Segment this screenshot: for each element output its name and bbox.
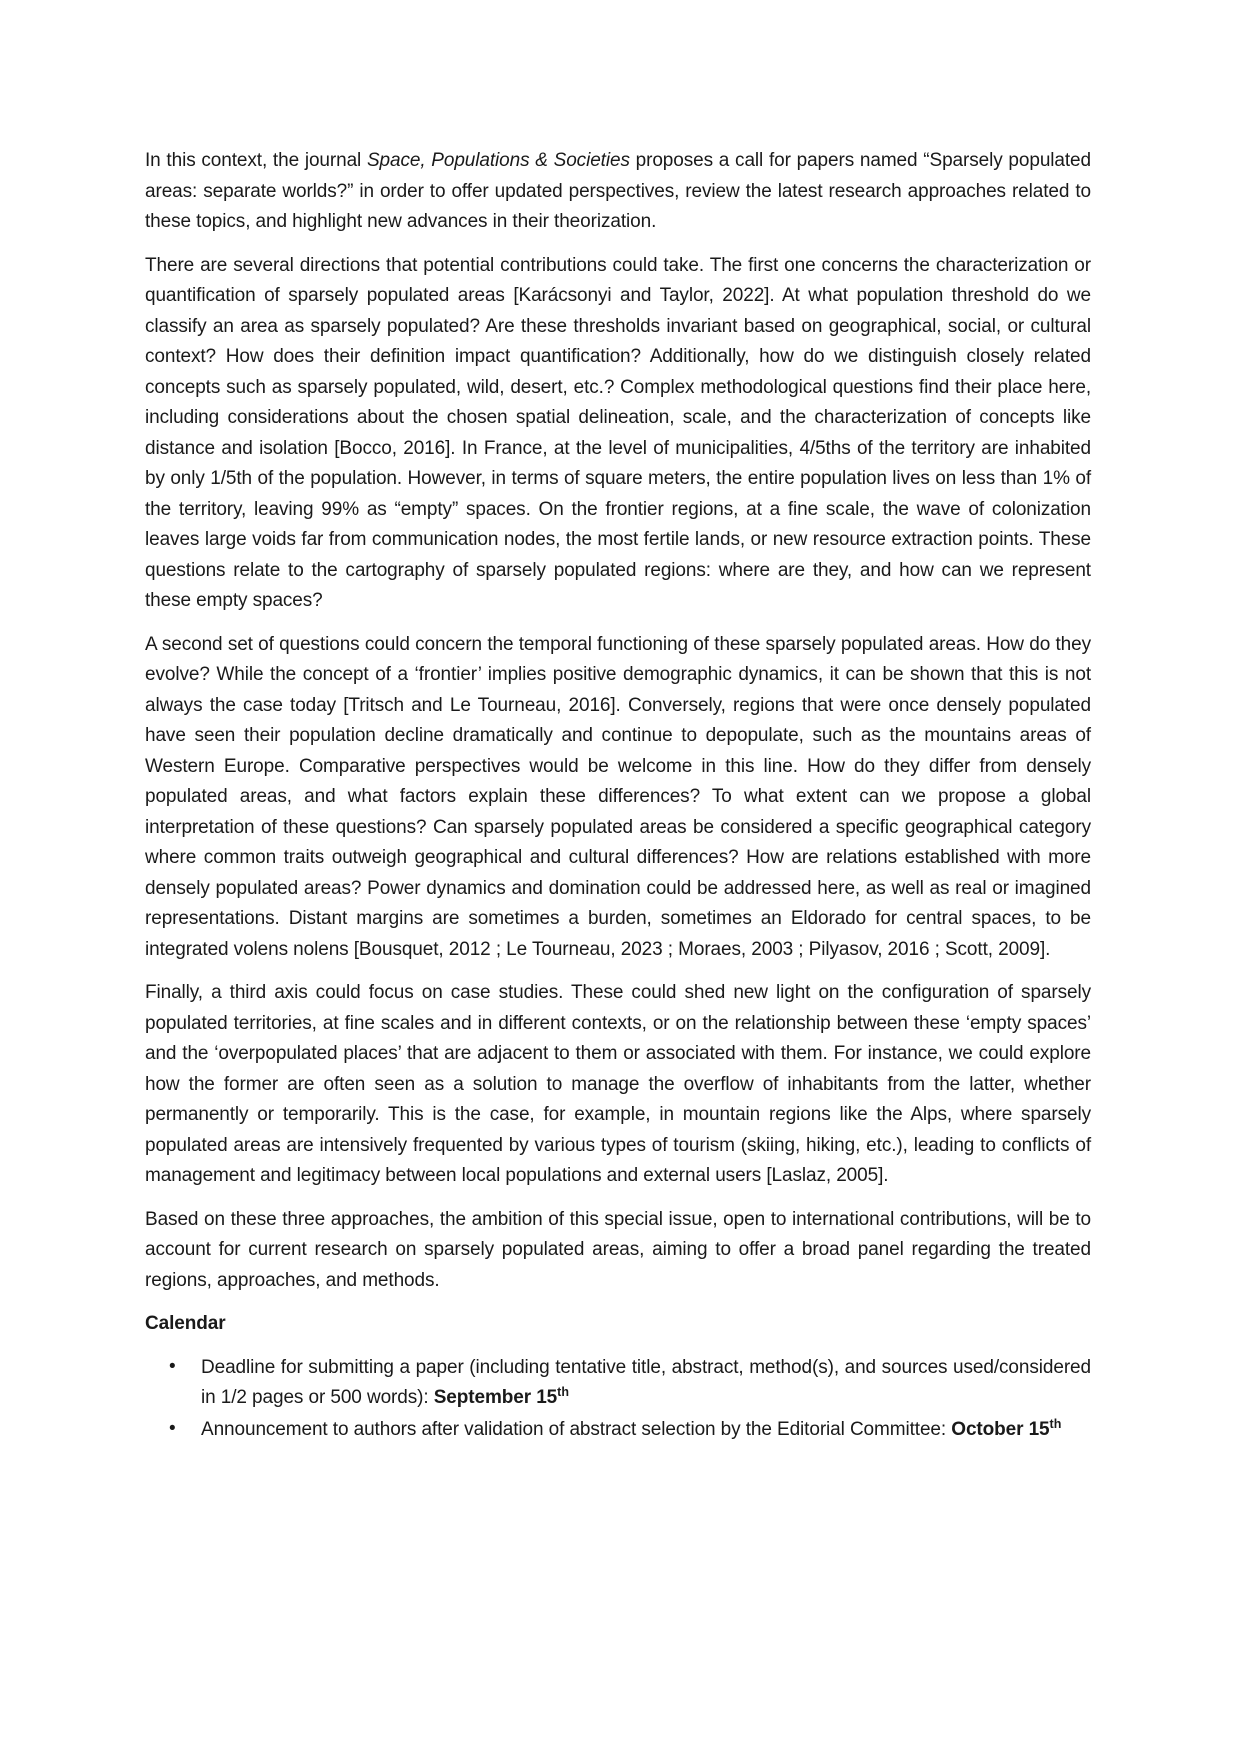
bullet-icon: • [169,1355,176,1377]
paragraph-case-studies: Finally, a third axis could focus on case studies. These could shed new light on the configuration of sparsely populated territories, at fine scales and in different contexts, or on the relationship between these ‘empty spaces’ and the ‘overpopulated places’ that are adjacent to them or associated with them. For instance, we could explore how the former are often seen as a solution to manage the overflow of inhabitants from the latter, whether permanently or temporarily. This is the case, for example, in mountain regions like the Alps, where sparsely populated areas are intensively frequented by various types of tourism (skiing, hiking, etc.), leading to conflicts of management and legitimacy between local populations and external users [Laslaz, 2005]. [145,982,1091,1186]
calendar-list [145,1353,1091,1447]
intro-text-after-journal: proposes a call for papers named “Sparsely populated areas: separate worlds?” in order to offer updated perspectives, review the latest research approaches related to these topics, and highlight new advances in their theorization. [145,150,1091,232]
paragraph-directions: There are several directions that potential contributions could take. The first one concerns the characterization or quantification of sparsely populated areas [Karácsonyi and Taylor, 2022]. At what population threshold do we classify an area as sparsely populated? Are these thresholds invariant based on geographical, social, or cultural context? How does their definition impact quantification? Additionally, how do we distinguish closely related concepts such as sparsely populated, wild, desert, etc.? Complex methodological questions find their place here, including considerations about the chosen spatial delineation, scale, and the characterization of concepts like distance and isolation [Bocco, 2016]. In France, at the level of municipalities, 4/5ths of the territory are inhabited by only 1/5th of the population. However, in terms of square meters, the entire population lives on less than 1% of the territory, leaving 99% as “empty” spaces. On the frontier regions, at a fine scale, the wave of colonization leaves large voids far from communication nodes, the most fertile lands, or new resource extraction points. These questions relate to the cartography of sparsely populated regions: where are they, and how can we represent these empty spaces? [145,254,1091,611]
announcement-date-ordinal: th [1049,1416,1062,1431]
deadline-date-ordinal: th [557,1385,569,1399]
intro-text-before-journal: In this context, the journal [145,150,367,171]
paragraph-intro [145,146,1091,238]
paragraph-ambition: Based on these three approaches, the ambition of this special issue, open to international contributions, will be to account for current research on sparsely populated areas, aiming to offer a broad panel regarding the treated regions, approaches, and methods. [145,1208,1091,1291]
announcement-date: October 15 [951,1418,1050,1440]
bullet-icon: • [169,1417,176,1439]
paragraph-temporal-functioning: A second set of questions could concern the temporal functioning of these sparsely populated areas. How do they evolve? While the concept of a ‘frontier’ implies positive demographic dynamics, it can be shown that this is not always the case today [Tritsch and Le Tourneau, 2016]. Conversely, regions that were once densely populated have seen their population decline dramatically and continue to depopulate, such as the mountains areas of Western Europe. Comparative perspectives would be welcome in this line. How do they differ from densely populated areas, and what factors explain these differences? To what extent can we propose a global interpretation of these questions? Can sparsely populated areas be considered a specific geographical category where common traits outweigh geographical and cultural differences? How are relations established with more densely populated areas? Power dynamics and domination could be addressed here, as well as real or imagined representations. Distant margins are sometimes a burden, sometimes an Eldorado for central spaces, to be integrated volens nolens [Bousquet, 2012 ; Le Tourneau, 2023 ; Moraes, 2003 ; Pilyasov, 2016 ; Scott, 2009]. [145,633,1091,960]
journal-name: Space, Populations & Societies [366,150,630,171]
calendar-item-announcement [145,1415,1091,1447]
document-body [145,146,1091,1446]
deadline-text: Deadline for submitting a paper (including tentative title, abstract, method(s), and sources used/considered in 1/2 pages or 500 words): [201,1356,1091,1408]
calendar-item-deadline [145,1353,1091,1415]
announcement-text: Announcement to authors after validation of abstract selection by the Editorial Committee: [201,1418,952,1440]
deadline-date: September 15 [433,1387,558,1408]
calendar-heading: Calendar [145,1313,226,1334]
